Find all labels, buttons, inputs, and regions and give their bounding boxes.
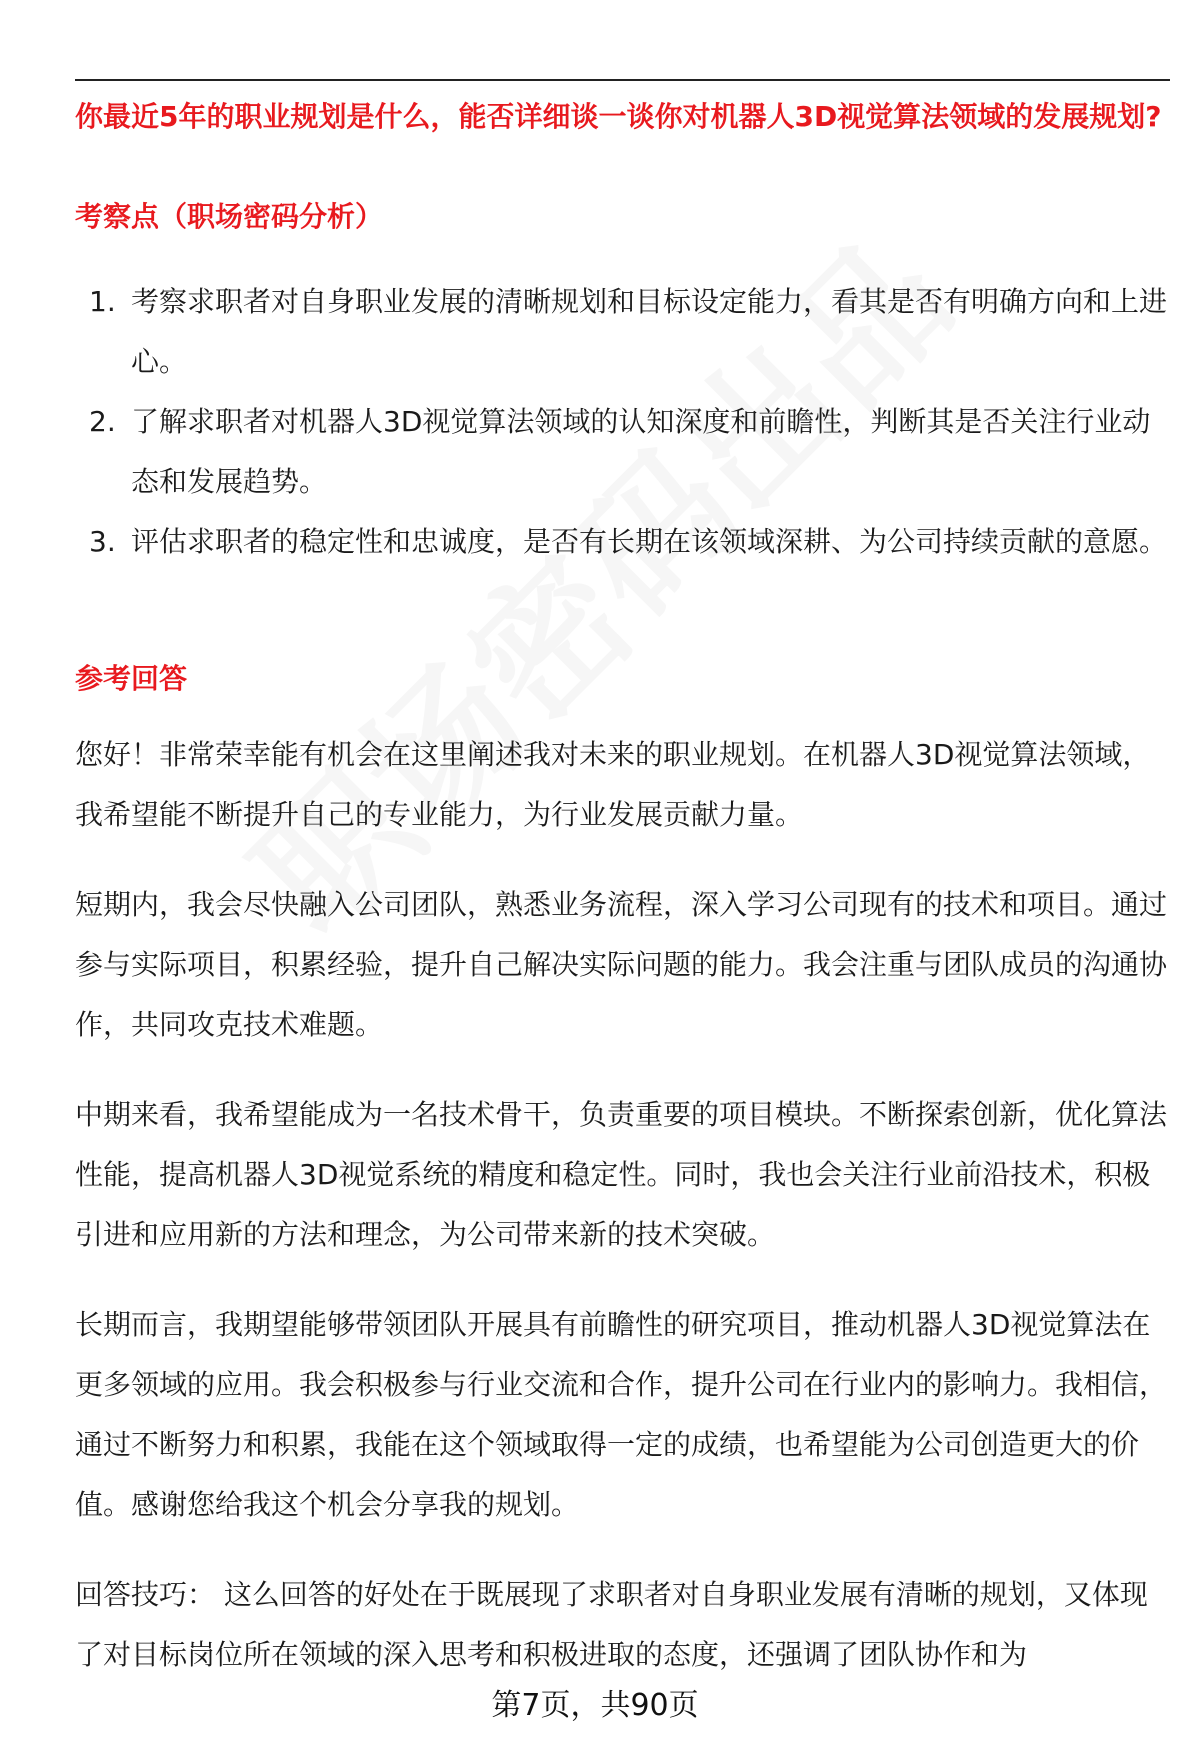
- analysis-list: [75, 272, 1170, 572]
- analysis-item-text: 考察求职者对自身职业发展的清晰规划和目标设定能力，看其是否有明确方向和上进心。: [131, 285, 1168, 378]
- analysis-item: [75, 512, 1170, 572]
- analysis-item-number: 3.: [89, 525, 116, 558]
- answer-paragraph: 中期来看，我希望能成为一名技术骨干，负责重要的项目模块。不断探索创新，优化算法性能，提高机器人3D视觉系统的精度和稳定性。同时，我也会关注行业前沿技术，积极引进和应用新的方法和理念，为公司带来新的技术突破。: [75, 1098, 1168, 1251]
- analysis-item: [75, 272, 1170, 392]
- analysis-item-text: 了解求职者对机器人3D视觉算法领域的认知深度和前瞻性，判断其是否关注行业动态和发展趋势。: [131, 405, 1151, 498]
- answer-tips-paragraph: 回答技巧： 这么回答的好处在于既展现了求职者对自身职业发展有清晰的规划，又体现了对目标岗位所在领域的深入思考和积极进取的态度，还强调了团队协作和为: [75, 1578, 1148, 1671]
- question-title: 你最近5年的职业规划是什么，能否详细谈一谈你对机器人3D视觉算法领域的发展规划?: [75, 100, 1162, 133]
- page-number: 第7页，共90页: [491, 1688, 699, 1723]
- answer-paragraph: 您好！非常荣幸能有机会在这里阐述我对未来的职业规划。在机器人3D视觉算法领域，我希望能不断提升自己的专业能力，为行业发展贡献力量。: [75, 738, 1151, 831]
- answer-paragraph: 长期而言，我期望能够带领团队开展具有前瞻性的研究项目，推动机器人3D视觉算法在更多领域的应用。我会积极参与行业交流和合作，提升公司在行业内的影响力。我相信，通过不断努力和积累，我能在这个领域取得一定的成绩，也希望能为公司创造更大的价值。感谢您给我这个机会分享我的规划。: [75, 1308, 1168, 1521]
- answer-paragraph: 短期内，我会尽快融入公司团队，熟悉业务流程，深入学习公司现有的技术和项目。通过参与实际项目，积累经验，提升自己解决实际问题的能力。我会注重与团队成员的沟通协作，共同攻克技术难题。: [75, 888, 1168, 1041]
- analysis-item: [75, 392, 1170, 512]
- top-divider: [75, 79, 1170, 81]
- answer-heading: 参考回答: [75, 662, 188, 695]
- analysis-item-number: 2.: [89, 405, 116, 438]
- analysis-item-text: 评估求职者的稳定性和忠诚度，是否有长期在该领域深耕、为公司持续贡献的意愿。: [131, 525, 1168, 558]
- analysis-item-number: 1.: [89, 285, 116, 318]
- analysis-heading: 考察点（职场密码分析）: [75, 200, 384, 233]
